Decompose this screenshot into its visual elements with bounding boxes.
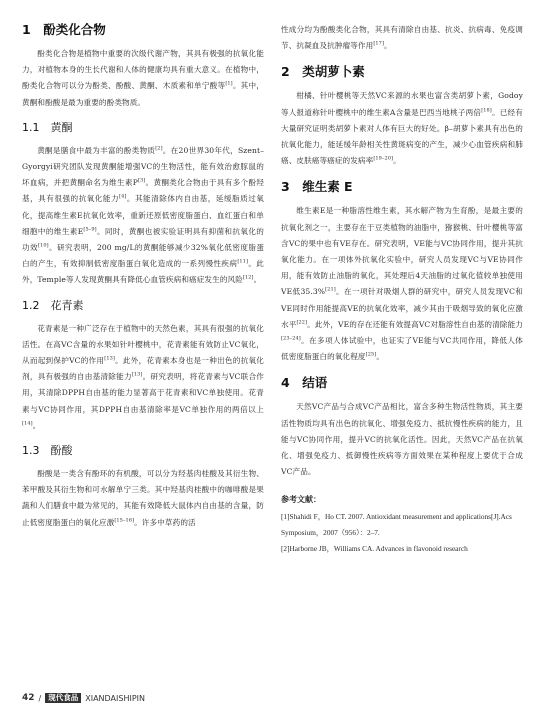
page-number: 42: [22, 693, 35, 703]
section-1-paragraph: 酚类化合物是植物中重要的次级代谢产物，其具有极强的抗氧化能力，对植物本身的生长代谢和人体的健康均具有重大意义。在植物中，酚类化合物可以分为酚类、酚酸、黄酮、木质素和单宁酸等[1]。其中，黄酮和酚酸是最为重要的酚类物质。: [22, 49, 264, 107]
journal-name: 现代食品: [45, 693, 81, 703]
references-heading: 参考文献：: [281, 495, 321, 505]
section-1-3-paragraph: 酚酸是一类含有酚环的有机酸，可以分为羟基肉桂酸及其衍生物、苯甲酸及其衍生物和可水解单宁三类。其中羟基肉桂酸中的咖啡酸是果蔬和人们膳食中最为常见的，其能有效降低大鼠体内自由基的含量，防止低密度脂蛋白的氧化应激[15–16]。许多中草药的活: [22, 469, 264, 527]
section-1-1-paragraph: 黄酮是膳食中最为丰富的酚类物质[2]。在20世界30年代，Szent–Gyorgyi研究团队发现黄酮能增强VC的生物活性，能有效治愈豚鼠的坏血病，并把黄酮命名为维生素P[3]。黄酮类化合物由于具有多个酚羟基，具有很强的抗氧化能力[4]。其能清除体内自由基，延缓脂质过氧化，提高维生素E抗氧化效率，重新还原低密度脂蛋白、血红蛋白和单细胞中的维生素E[5–9]。同时，黄酮也被实验证明具有抑菌和抗氧化的功效[10]。研究表明，200 mg/L的黄酮能够减少32%氧化低密度脂蛋白的产生，有效抑制低密度脂蛋白氧化造成的一系列慢性疾病[11]。此外，Temple等人发现黄酮具有降低心血管疾病和癌症发生的风险[12]。: [22, 145, 265, 285]
section-4-paragraph: 天然VC产品与合成VC产品相比，富含多种生物活性物质，其主要活性物质均具有出色的抗氧化、增强免疫力、抵抗慢性疾病的能力，且能与VC协同作用，提升VC的抗氧化活性。因此，天然VC产品在抗氧化、增强免疫力、抵御慢性疾病等方面效果在某种程度上要优于合成VC产品。: [281, 402, 523, 477]
section-1-3-heading: 1.3 酚酸: [22, 444, 73, 458]
section-2-heading: 2 类胡萝卜素: [281, 64, 365, 80]
section-1-2-paragraph: 花青素是一种广泛存在于植物中的天然色素，其具有很强的抗氧化活性。在高VC含量的水果如针叶樱桃中，花青素能有效防止VC氧化，从而起到保护VC的作用[13]。此外，花青素本身也是一种出色的抗氧化剂，具有极强的自由基清除能力[13]。研究表明，将花青素与VC联合作用，其清除DPPH自由基的能力显著高于花青素和VC单独使用。花青素与VC协同作用，其DPPH自由基清除率是VC单独作用的两倍以上[14]。: [22, 323, 264, 430]
section-1-2-heading: 1.2 花青素: [22, 298, 84, 312]
journal-pinyin: XIANDAISHIPIN: [85, 693, 146, 703]
section-3-paragraph: 维生素E是一种脂溶性维生素，其水解产物为生育酚，是最主要的抗氧化剂之一，主要存在于豆类植物的油脂中，猕猴桃、针叶樱桃等富含VC的果中也有VE存在。研究表明，VE能与VC协同作用，提升其抗氧化能力。在一项体外抗氧化实验中，研究人员发现VC与VE协同作用，能有效防止油脂的氧化，其处理后4天油脂的过氧化值较单独使用VE低35.3%[21]。在一项针对吸烟人群的研究中，研究人员发现VC和VE同时作用能提高VE的抗氧化效率，减少其由于吸烟导致的氧化应激水平[22]。此外，VE的存在还能有效提高VC对脂溶性自由基的清除能力[23–24]。在多项人体试验中，也证实了VE能与VC共同作用，降低人体低密度脂蛋白的氧化程度[25]。: [281, 206, 524, 362]
reference-item: [2]Harborne JB，Williams CA. Advances in flavonoid research: [281, 544, 468, 554]
reference-item: [1]Shahidi F，Ho CT. 2007. Antioxidant measurement and applications[J].Acs Symposium，2007（956）：2–7.: [281, 512, 512, 538]
page-footer: [22, 693, 145, 703]
right-column: [281, 22, 523, 557]
section-1-heading: 1 酚类化合物: [22, 22, 106, 37]
continued-paragraph: 性成分均为酚酸类化合物，其具有清除自由基、抗炎、抗病毒、免疫调节、抗凝血及抗肿瘤等作用[17]。: [281, 25, 523, 51]
left-column: [22, 22, 264, 531]
footer-divider: /: [38, 693, 42, 703]
section-3-heading: 3 维生素 E: [281, 179, 353, 195]
section-1-1-heading: 1.1 黄酮: [22, 120, 73, 134]
section-4-heading: 4 结语: [281, 375, 328, 391]
section-2-paragraph: 柑橘、针叶樱桃等天然VC来源的水果也富含类胡萝卜素，Godoy等人报道称针叶樱桃中的维生素A含量是巴西当地桃子两倍[18]。已经有大量研究证明类胡萝卜素对人体有巨大的好处。β–胡萝卜素具有出色的抗氧化能力，能延缓年龄相关性黄斑病变的产生，减少心血管疾病和肺癌、皮肤癌等癌症的发病率[19–20]。: [281, 91, 523, 166]
